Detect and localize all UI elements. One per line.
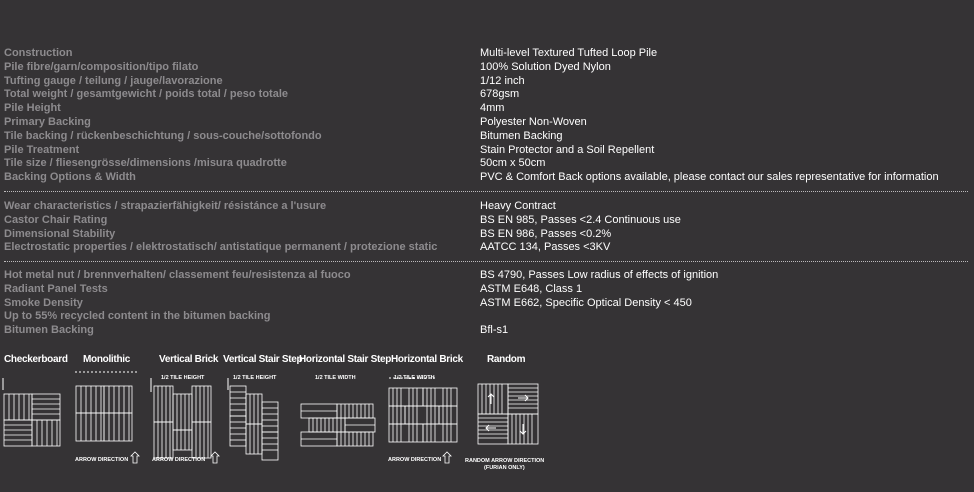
pattern-title-vertical-stair: Vertical Stair Step — [223, 354, 303, 365]
random-pattern-icon — [476, 372, 542, 462]
checkerboard-pattern-icon — [2, 372, 62, 462]
spec-row — [0, 116, 974, 130]
spec-value: BS EN 985, Passes <2.4 Continuous use — [480, 213, 681, 226]
spec-label: Tile size / fliesengrösse/dimensions /misura quadrotte — [4, 157, 287, 170]
spec-label: Radiant Panel Tests — [4, 282, 108, 295]
spec-label: Bitumen Backing — [4, 324, 94, 337]
spec-row — [0, 47, 974, 61]
pattern-title-monolithic: Monolithic — [83, 354, 130, 365]
spec-label: Pile Height — [4, 102, 61, 115]
spec-row — [0, 269, 974, 283]
spec-label: Tufting gauge / teilung / jauge/lavorazione — [4, 74, 223, 87]
pattern-title-horizontal-stair: Horizontal Stair Step — [299, 354, 392, 365]
spec-value: Stain Protector and a Soil Repellent — [480, 143, 655, 156]
spec-value: Bitumen Backing — [480, 129, 563, 142]
spec-group-fire — [0, 269, 974, 338]
horizontal-brick-pattern-icon — [387, 372, 457, 462]
spec-label: Electrostatic properties / elektrostatisch/ antistatique permanent / protezione static — [4, 241, 438, 254]
spec-row — [0, 310, 974, 324]
spec-row — [0, 228, 974, 242]
spec-row — [0, 171, 974, 185]
pattern-title-checkerboard: Checkerboard — [4, 354, 68, 365]
pattern-note-monolithic: ARROW DIRECTION — [75, 457, 129, 463]
spec-row — [0, 324, 974, 338]
spec-row — [0, 200, 974, 214]
monolithic-pattern-icon — [74, 372, 140, 462]
pattern-title-horizontal-brick: Horizontal Brick — [391, 354, 463, 365]
pattern-title-vertical-brick: Vertical Brick — [159, 354, 219, 365]
spec-group-construction — [0, 47, 974, 185]
spec-value: Bfl-s1 — [480, 324, 509, 337]
spec-row — [0, 88, 974, 102]
spec-label: Wear characteristics / strapazierfähigkeit/ résistánce a l'usure — [4, 200, 327, 212]
pattern-sub-horizontal-stair: 1/2 TILE WIDTH — [315, 375, 356, 381]
spec-value: 1/12 inch — [480, 74, 525, 87]
pattern-sub-vertical-stair: 1/2 TILE HEIGHT — [233, 375, 277, 381]
pattern-title-random: Random — [487, 354, 526, 365]
spec-label: Primary Backing — [4, 115, 91, 128]
pattern-sub-horizontal-brick: 1/2 TILE WIDTH — [394, 375, 435, 381]
spec-value: ASTM E662, Specific Optical Density < 450 — [480, 296, 692, 309]
spec-label: Up to 55% recycled content in the bitumen backing — [4, 310, 271, 323]
spec-value: 678gsm — [480, 88, 520, 101]
spec-value: Multi-level Textured Tufted Loop Pile — [480, 47, 658, 59]
spec-row — [0, 297, 974, 311]
spec-group-performance — [0, 200, 974, 255]
spec-row — [0, 75, 974, 89]
spec-label: Construction — [4, 47, 73, 59]
spec-value: AATCC 134, Passes <3KV — [480, 241, 611, 254]
vertical-brick-pattern-icon — [150, 372, 216, 462]
spec-label: Smoke Density — [4, 296, 83, 309]
spec-label: Pile fibre/garn/composition/tipo filato — [4, 60, 199, 73]
spec-label: Tile backing / rückenbeschichtung / sous-couche/sottofondo — [4, 129, 322, 142]
pattern-note-horizontal-brick: ARROW DIRECTION — [388, 457, 442, 463]
spec-value: BS 4790, Passes Low radius of effects of ignition — [480, 269, 719, 281]
spec-row — [0, 130, 974, 144]
spec-row — [0, 157, 974, 171]
spec-value: Polyester Non-Woven — [480, 115, 587, 128]
spec-row — [0, 144, 974, 158]
spec-label: Backing Options & Width — [4, 171, 136, 184]
spec-row — [0, 214, 974, 228]
spec-value: 50cm x 50cm — [480, 157, 546, 170]
pattern-note-random-2: (FURIAN ONLY) — [484, 465, 525, 471]
spec-row — [0, 241, 974, 255]
spec-label: Total weight / gesamtgewicht / poids total / peso totale — [4, 88, 288, 101]
horizontal-stair-step-pattern-icon — [299, 372, 379, 462]
spec-row — [0, 61, 974, 75]
spec-row — [0, 283, 974, 297]
divider — [4, 191, 968, 192]
divider — [4, 261, 968, 262]
spec-label: Hot metal nut / brennverhalten/ classement feu/resistenza al fuoco — [4, 269, 351, 281]
pattern-note-vertical-brick: ARROW DIRECTION — [152, 457, 206, 463]
spec-value: 100% Solution Dyed Nylon — [480, 60, 611, 73]
spec-label: Castor Chair Rating — [4, 213, 108, 226]
spec-value: BS EN 986, Passes <0.2% — [480, 227, 612, 240]
spec-row — [0, 102, 974, 116]
spec-label: Dimensional Stability — [4, 227, 116, 240]
spec-value: Heavy Contract — [480, 200, 556, 212]
pattern-sub-vertical-brick: 1/2 TILE HEIGHT — [161, 375, 205, 381]
spec-value: PVC & Comfort Back options available, please contact our sales representative for information — [480, 171, 939, 184]
spec-value: 4mm — [480, 102, 505, 115]
vertical-stair-step-pattern-icon — [226, 372, 296, 462]
spec-value: ASTM E648, Class 1 — [480, 282, 583, 295]
pattern-note-random: RANDOM ARROW DIRECTION — [465, 458, 545, 464]
spec-label: Pile Treatment — [4, 143, 80, 156]
